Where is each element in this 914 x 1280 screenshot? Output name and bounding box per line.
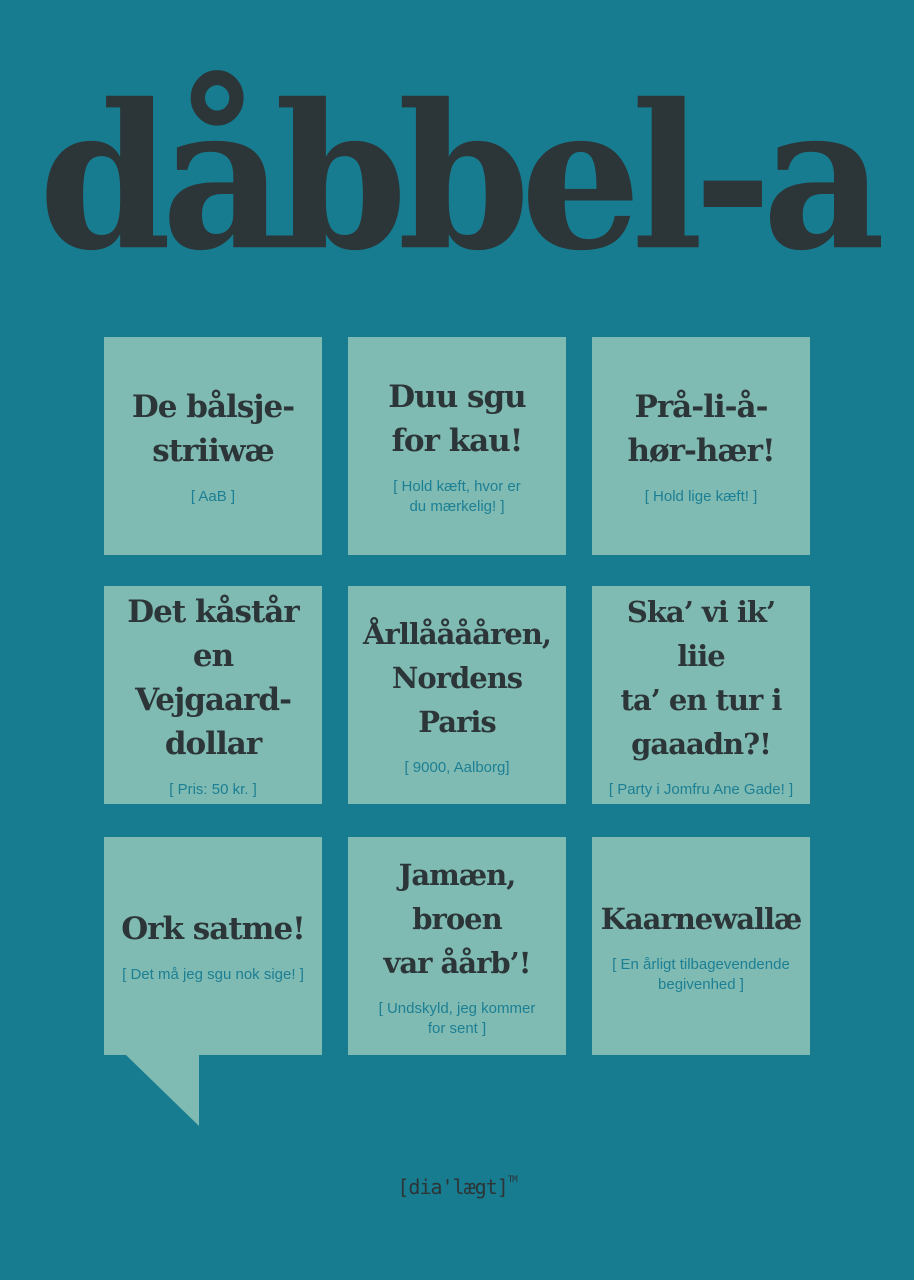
phrase-tile-5	[348, 586, 566, 804]
phrase-text: Ska’ vi ik’ liie ta’ en tur i gaaadn?!	[620, 595, 782, 761]
phrase-text: Duu sgu for kau!	[388, 379, 526, 459]
phrase-text: Jamæn, broen var åårb’!	[383, 858, 531, 980]
phrase-translation: [ Pris: 50 kr. ]	[169, 781, 257, 798]
phrase-text: De bålsje- striiwæ	[131, 389, 295, 469]
phrase-tile-8	[348, 837, 566, 1055]
speech-bubble-tail	[125, 1054, 199, 1126]
phrase-translation: [ Det må jeg sgu nok sige! ]	[122, 966, 304, 983]
phrase-tile-2	[348, 337, 566, 555]
poster-title: dåbbel-a	[38, 60, 876, 295]
phrase-translation: [ 9000, Aalborg]	[404, 759, 510, 776]
phrase-tile-6	[592, 586, 810, 804]
phrase-translation: [ AaB ]	[190, 488, 236, 505]
phrase-text: Ork satme!	[121, 911, 305, 947]
phrase-tile-9	[592, 837, 810, 1055]
brand-logo	[0, 1175, 914, 1199]
phrase-translation: [ Party i Jomfru Ane Gade! ]	[608, 781, 794, 798]
phrase-translation: [ Hold kæft, hvor er du mærkelig! ]	[393, 478, 521, 515]
phrase-text: Det kåstår en Vejgaard- dollar	[127, 594, 299, 762]
phrase-tile-1	[104, 337, 322, 555]
phrase-tile-4	[104, 586, 322, 804]
phrase-text: Årllååååren, Nordens Paris	[363, 617, 551, 739]
phrase-text: Prå-li-å- hør-hær!	[627, 389, 775, 469]
phrase-translation: [ Undskyld, jeg kommer for sent ]	[378, 1000, 536, 1037]
trademark-mark: TM	[507, 1175, 517, 1185]
phrase-text: Kaarnewallæ	[600, 902, 802, 936]
phrase-tile-3	[592, 337, 810, 555]
phrase-translation: [ Hold lige kæft! ]	[644, 488, 758, 505]
brand-logo-text: [dia'lægt]	[397, 1175, 508, 1199]
phrase-translation: [ En årligt tilbagevendende begivenhed ]	[612, 956, 790, 993]
phrase-tile-7	[104, 837, 322, 1055]
